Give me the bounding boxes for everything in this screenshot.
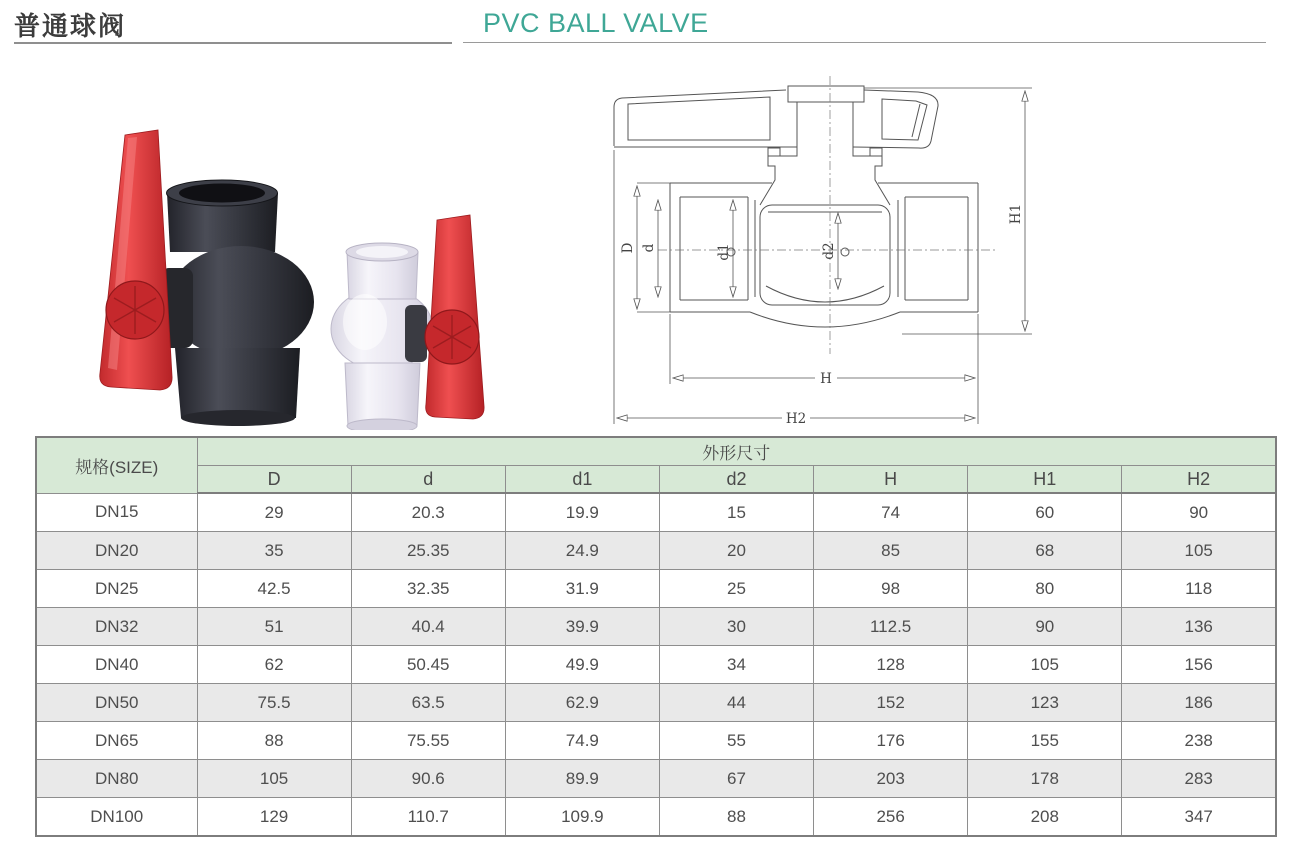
value-cell: 34 <box>659 646 813 684</box>
value-cell: 32.35 <box>351 570 505 608</box>
dim-label-D: D <box>620 242 636 254</box>
table-columns-header-row <box>36 466 1276 494</box>
dim-label-H: H <box>820 371 832 387</box>
value-cell: 186 <box>1122 684 1276 722</box>
dimension-labels <box>620 204 1024 427</box>
table-row <box>36 760 1276 798</box>
value-cell: 40.4 <box>351 608 505 646</box>
clear-valve-lower-tube <box>345 363 420 426</box>
size-cell: DN100 <box>36 798 197 837</box>
value-cell: 42.5 <box>197 570 351 608</box>
value-cell: 25 <box>659 570 813 608</box>
value-cell: 123 <box>968 684 1122 722</box>
valve-outline <box>614 86 978 327</box>
clear-valve-bottom-rim <box>347 419 417 430</box>
value-cell: 39.9 <box>505 608 659 646</box>
value-cell: 62.9 <box>505 684 659 722</box>
table-row <box>36 493 1276 532</box>
size-cell: DN20 <box>36 532 197 570</box>
col-header-d1: d1 <box>505 466 659 494</box>
clear-valve-sheen <box>343 294 387 350</box>
value-cell: 347 <box>1122 798 1276 837</box>
value-cell: 24.9 <box>505 532 659 570</box>
size-cell: DN40 <box>36 646 197 684</box>
value-cell: 35 <box>197 532 351 570</box>
value-cell: 25.35 <box>351 532 505 570</box>
value-cell: 50.45 <box>351 646 505 684</box>
value-cell: 136 <box>1122 608 1276 646</box>
table-row <box>36 570 1276 608</box>
value-cell: 283 <box>1122 760 1276 798</box>
value-cell: 110.7 <box>351 798 505 837</box>
value-cell: 85 <box>814 532 968 570</box>
header-rule-left <box>14 42 452 44</box>
size-cell: DN80 <box>36 760 197 798</box>
col-header-H2: H2 <box>1122 466 1276 494</box>
value-cell: 176 <box>814 722 968 760</box>
value-cell: 67 <box>659 760 813 798</box>
value-cell: 31.9 <box>505 570 659 608</box>
value-cell: 63.5 <box>351 684 505 722</box>
value-cell: 105 <box>1122 532 1276 570</box>
product-photo <box>60 100 510 430</box>
table-group-header-row <box>36 437 1276 466</box>
value-cell: 238 <box>1122 722 1276 760</box>
page-title-english: PVC BALL VALVE <box>483 8 709 38</box>
value-cell: 74.9 <box>505 722 659 760</box>
size-cell: DN15 <box>36 493 197 532</box>
table-row <box>36 798 1276 837</box>
value-cell: 55 <box>659 722 813 760</box>
value-cell: 62 <box>197 646 351 684</box>
size-cell: DN50 <box>36 684 197 722</box>
col-header-H1: H1 <box>968 466 1122 494</box>
value-cell: 178 <box>968 760 1122 798</box>
value-cell: 90 <box>968 608 1122 646</box>
value-cell: 109.9 <box>505 798 659 837</box>
value-cell: 44 <box>659 684 813 722</box>
value-cell: 20.3 <box>351 493 505 532</box>
value-cell: 90.6 <box>351 760 505 798</box>
clear-valve-photo <box>331 215 484 430</box>
clear-valve-top-bore <box>356 246 408 258</box>
value-cell: 51 <box>197 608 351 646</box>
value-cell: 105 <box>968 646 1122 684</box>
dark-valve-lower-tube <box>175 348 300 418</box>
value-cell: 118 <box>1122 570 1276 608</box>
dim-label-d: d <box>641 243 657 253</box>
spec-table <box>35 436 1277 837</box>
value-cell: 156 <box>1122 646 1276 684</box>
value-cell: 75.55 <box>351 722 505 760</box>
value-cell: 19.9 <box>505 493 659 532</box>
value-cell: 98 <box>814 570 968 608</box>
value-cell: 75.5 <box>197 684 351 722</box>
header-rule-right <box>463 42 1266 43</box>
size-cell: DN32 <box>36 608 197 646</box>
dark-valve-photo <box>100 130 314 426</box>
value-cell: 68 <box>968 532 1122 570</box>
table-row <box>36 608 1276 646</box>
clear-valve-ring-nut <box>405 305 427 362</box>
dim-label-H2: H2 <box>785 411 807 427</box>
table-row <box>36 532 1276 570</box>
size-cell: DN25 <box>36 570 197 608</box>
value-cell: 88 <box>659 798 813 837</box>
table-row <box>36 722 1276 760</box>
value-cell: 74 <box>814 493 968 532</box>
size-cell: DN65 <box>36 722 197 760</box>
page-title-chinese: 普通球阀 <box>14 11 127 41</box>
value-cell: 60 <box>968 493 1122 532</box>
size-column-header: 规格(SIZE) <box>36 437 197 493</box>
table-row <box>36 684 1276 722</box>
value-cell: 29 <box>197 493 351 532</box>
value-cell: 208 <box>968 798 1122 837</box>
value-cell: 88 <box>197 722 351 760</box>
table-row <box>36 646 1276 684</box>
value-cell: 89.9 <box>505 760 659 798</box>
value-cell: 80 <box>968 570 1122 608</box>
value-cell: 203 <box>814 760 968 798</box>
col-header-D: D <box>197 466 351 494</box>
spec-table-container <box>35 436 1277 837</box>
value-cell: 90 <box>1122 493 1276 532</box>
valve-dimension-drawing <box>600 62 1060 437</box>
dark-valve-top-bore <box>179 184 265 203</box>
value-cell: 20 <box>659 532 813 570</box>
value-cell: 152 <box>814 684 968 722</box>
dark-valve-bottom-rim <box>181 410 295 426</box>
value-cell: 105 <box>197 760 351 798</box>
dim-label-d1: d1 <box>716 243 732 261</box>
value-cell: 49.9 <box>505 646 659 684</box>
dim-label-d2: d2 <box>821 242 837 260</box>
value-cell: 128 <box>814 646 968 684</box>
col-header-d2: d2 <box>659 466 813 494</box>
dim-label-H1: H1 <box>1008 203 1024 225</box>
value-cell: 15 <box>659 493 813 532</box>
value-cell: 112.5 <box>814 608 968 646</box>
col-header-d: d <box>351 466 505 494</box>
value-cell: 129 <box>197 798 351 837</box>
value-cell: 256 <box>814 798 968 837</box>
col-header-H: H <box>814 466 968 494</box>
value-cell: 30 <box>659 608 813 646</box>
value-cell: 155 <box>968 722 1122 760</box>
dimensions-group-header: 外形尺寸 <box>197 437 1276 466</box>
